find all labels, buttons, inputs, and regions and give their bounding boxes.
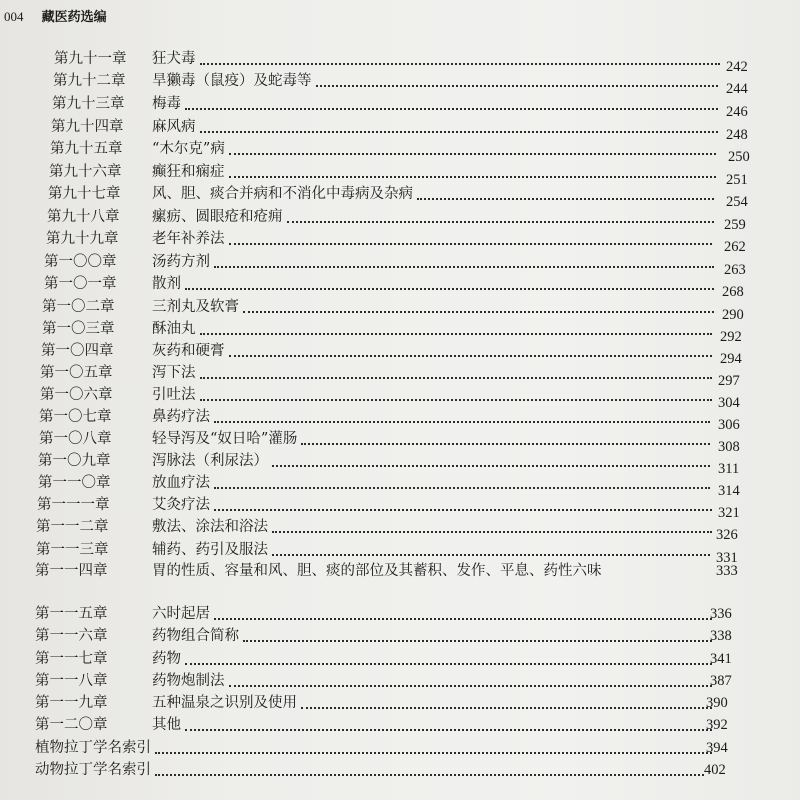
toc-chapter-title: 泻脉法（利尿法） bbox=[152, 453, 268, 469]
toc-chapter-number: 第九十八章 bbox=[47, 209, 120, 225]
toc-dot-leader bbox=[287, 221, 715, 223]
toc-chapter-title: 灰药和硬膏 bbox=[152, 343, 225, 359]
toc-page-number: 331 bbox=[716, 550, 738, 566]
toc-dot-leader bbox=[185, 108, 718, 110]
toc-dot-leader bbox=[214, 266, 714, 268]
toc-entry[interactable] bbox=[0, 714, 800, 736]
toc-chapter-number: 第一〇〇章 bbox=[44, 254, 117, 270]
toc-chapter-number: 第九十六章 bbox=[49, 164, 122, 180]
toc-page-number: 250 bbox=[728, 149, 750, 165]
toc-page-number: 314 bbox=[718, 483, 740, 499]
toc-chapter-number: 第一一〇章 bbox=[38, 475, 111, 491]
toc-chapter-title: 鼻药疗法 bbox=[152, 409, 210, 425]
toc-page-number: 394 bbox=[706, 740, 728, 756]
toc-entry[interactable] bbox=[0, 539, 800, 566]
toc-chapter-number: 第九十九章 bbox=[46, 231, 119, 247]
toc-chapter-number: 第一二〇章 bbox=[35, 717, 108, 733]
toc-dot-leader bbox=[155, 752, 712, 754]
toc-entry[interactable] bbox=[0, 450, 800, 477]
toc-entry[interactable] bbox=[0, 406, 800, 433]
toc-entry[interactable] bbox=[0, 692, 800, 714]
toc-page-number: 304 bbox=[718, 395, 740, 411]
toc-page-number: 333 bbox=[716, 563, 738, 579]
toc-entry[interactable] bbox=[0, 183, 800, 210]
toc-dot-leader bbox=[272, 465, 710, 467]
toc-chapter-number: 第一〇五章 bbox=[40, 365, 113, 381]
toc-dot-leader bbox=[185, 663, 712, 665]
toc-page-number: 336 bbox=[710, 606, 732, 622]
toc-page-number: 402 bbox=[704, 762, 726, 778]
toc-entry[interactable] bbox=[0, 318, 800, 345]
toc-entry[interactable] bbox=[0, 228, 800, 255]
toc-entry[interactable] bbox=[0, 737, 800, 759]
toc-chapter-number: 第一一八章 bbox=[35, 673, 108, 689]
toc-dot-leader bbox=[214, 618, 712, 620]
toc-entry[interactable] bbox=[0, 93, 800, 120]
toc-chapter-title: 引吐法 bbox=[152, 387, 196, 403]
toc-page-number: 246 bbox=[726, 104, 748, 120]
toc-chapter-title: 六时起居 bbox=[152, 606, 210, 622]
toc-chapter-number: 第九十五章 bbox=[50, 141, 123, 157]
toc-dot-leader bbox=[200, 399, 713, 401]
toc-chapter-title: 药物炮制法 bbox=[152, 673, 225, 689]
toc-page-number: 297 bbox=[718, 373, 740, 389]
toc-page-number: 251 bbox=[726, 172, 748, 188]
toc-entry[interactable] bbox=[0, 759, 800, 781]
toc-chapter-title: 汤药方剂 bbox=[152, 254, 210, 270]
toc-chapter-number: 第一一五章 bbox=[35, 606, 108, 622]
toc-chapter-title: 其他 bbox=[152, 717, 181, 733]
toc-page-number: 392 bbox=[706, 717, 728, 733]
toc-chapter-title: 老年补养法 bbox=[152, 231, 225, 247]
toc-page-number: 387 bbox=[710, 673, 732, 689]
toc-chapter-title: 麻风病 bbox=[152, 119, 196, 135]
toc-dot-leader bbox=[301, 443, 710, 445]
toc-chapter-number: 第一一九章 bbox=[35, 695, 108, 711]
toc-page-number: 292 bbox=[720, 329, 742, 345]
toc-dot-leader bbox=[214, 509, 712, 511]
toc-chapter-title: 艾灸疗法 bbox=[152, 497, 210, 513]
toc-chapter-title: 梅毒 bbox=[152, 96, 181, 112]
toc-chapter-number: 第一〇八章 bbox=[39, 431, 112, 447]
toc-dot-leader bbox=[214, 487, 710, 489]
toc-page-number: 308 bbox=[718, 439, 740, 455]
toc-page-number: 294 bbox=[720, 351, 742, 367]
toc-dot-leader bbox=[229, 153, 716, 155]
toc-entry[interactable] bbox=[0, 206, 800, 233]
toc-page-number: 259 bbox=[724, 217, 746, 233]
toc-page-number: 248 bbox=[726, 127, 748, 143]
toc-chapter-title: 五种温泉之识别及使用 bbox=[152, 695, 297, 711]
toc-dot-leader bbox=[243, 311, 714, 313]
toc-chapter-number: 第一一三章 bbox=[36, 542, 109, 558]
toc-page-number: 290 bbox=[722, 307, 744, 323]
toc-page-number: 311 bbox=[718, 461, 740, 477]
toc-dot-leader bbox=[272, 554, 710, 556]
toc-entry[interactable] bbox=[0, 251, 800, 278]
toc-chapter-title: 癫狂和痫症 bbox=[152, 164, 225, 180]
toc-dot-leader bbox=[200, 131, 719, 133]
toc-entry[interactable] bbox=[0, 516, 800, 543]
toc-chapter-title: “木尔克”病 bbox=[152, 141, 225, 157]
toc-chapter-title: 胃的性质、容量和风、胆、痰的部位及其蓄积、发作、平息、药性六味 bbox=[152, 563, 602, 579]
toc-dot-leader bbox=[229, 355, 713, 357]
toc-chapter-title: 药物 bbox=[152, 651, 181, 667]
toc-dot-leader bbox=[185, 729, 712, 731]
toc-chapter-number: 植物拉丁学名索引 bbox=[35, 740, 151, 756]
toc-page-number: 321 bbox=[718, 505, 740, 521]
toc-chapter-number: 第九十三章 bbox=[52, 96, 125, 112]
toc-chapter-number: 第九十一章 bbox=[54, 51, 127, 67]
toc-entry[interactable] bbox=[0, 494, 800, 521]
toc-entry[interactable] bbox=[0, 670, 800, 692]
toc-chapter-title: 敷法、涂法和浴法 bbox=[152, 519, 268, 535]
toc-entry[interactable] bbox=[0, 603, 800, 625]
toc-entry[interactable] bbox=[0, 48, 800, 75]
toc-entry[interactable] bbox=[0, 116, 800, 143]
toc-chapter-number: 第九十二章 bbox=[53, 73, 126, 89]
toc-chapter-title: 药物组合简称 bbox=[152, 628, 239, 644]
toc-chapter-title: 狂犬毒 bbox=[152, 51, 196, 67]
toc-page-number: 242 bbox=[726, 59, 748, 75]
toc-dot-leader bbox=[229, 685, 713, 687]
toc-chapter-title: 三剂丸及软膏 bbox=[152, 299, 239, 315]
toc-chapter-title: 辅药、药引及服法 bbox=[152, 542, 268, 558]
toc-entry[interactable] bbox=[0, 362, 800, 389]
toc-chapter-number: 第一〇六章 bbox=[40, 387, 113, 403]
toc-entry[interactable] bbox=[0, 648, 800, 670]
toc-dot-leader bbox=[200, 63, 721, 65]
toc-dot-leader bbox=[200, 333, 713, 335]
toc-chapter-title: 瘰疬、圆眼疮和疮痈 bbox=[152, 209, 283, 225]
toc-chapter-number: 第一一一章 bbox=[37, 497, 110, 513]
toc-dot-leader bbox=[200, 377, 713, 379]
toc-chapter-title: 泻下法 bbox=[152, 365, 196, 381]
toc-entry[interactable] bbox=[0, 560, 800, 582]
toc-entry[interactable] bbox=[0, 161, 800, 188]
toc-page-number: 254 bbox=[726, 194, 748, 210]
toc-dot-leader bbox=[243, 640, 712, 642]
toc-dot-leader bbox=[417, 198, 714, 200]
toc-chapter-number: 动物拉丁学名索引 bbox=[35, 762, 151, 778]
toc-dot-leader bbox=[229, 176, 717, 178]
toc-dot-leader bbox=[301, 707, 712, 709]
toc-chapter-title: 放血疗法 bbox=[152, 475, 210, 491]
toc-chapter-number: 第一〇九章 bbox=[38, 453, 111, 469]
toc-entry[interactable] bbox=[0, 296, 800, 323]
toc-chapter-title: 风、胆、痰合并病和不消化中毒病及杂病 bbox=[152, 186, 413, 202]
toc-entry[interactable] bbox=[0, 472, 800, 499]
toc-chapter-title: 酥油丸 bbox=[152, 321, 196, 337]
toc-dot-leader bbox=[229, 243, 713, 245]
toc-page-number: 326 bbox=[716, 527, 738, 543]
toc-dot-leader bbox=[185, 288, 714, 290]
toc-entry[interactable] bbox=[0, 428, 800, 455]
toc-page-number: 244 bbox=[726, 81, 748, 97]
toc-page-number: 268 bbox=[722, 284, 744, 300]
toc-dot-leader bbox=[316, 85, 719, 87]
toc-chapter-title: 散剂 bbox=[152, 276, 181, 292]
toc-chapter-number: 第一〇七章 bbox=[39, 409, 112, 425]
toc-chapter-number: 第九十四章 bbox=[51, 119, 124, 135]
toc-entry[interactable] bbox=[0, 340, 800, 367]
header-book-title: 藏医药选编 bbox=[41, 10, 107, 25]
toc-chapter-number: 第一一四章 bbox=[35, 563, 108, 579]
toc-chapter-number: 第九十七章 bbox=[48, 186, 121, 202]
toc-page-number: 338 bbox=[710, 628, 732, 644]
toc-dot-leader bbox=[155, 774, 704, 776]
header-page-number: 004 bbox=[4, 9, 24, 24]
toc-chapter-number: 第一〇二章 bbox=[42, 299, 115, 315]
toc-entry[interactable] bbox=[0, 138, 800, 165]
toc-page-number: 306 bbox=[718, 417, 740, 433]
toc-page-number: 263 bbox=[724, 262, 746, 278]
toc-chapter-number: 第一〇一章 bbox=[44, 276, 117, 292]
toc-chapter-title: 旱獭毒（鼠疫）及蛇毒等 bbox=[152, 73, 312, 89]
toc-chapter-number: 第一一二章 bbox=[36, 519, 109, 535]
toc-page-number: 341 bbox=[710, 651, 732, 667]
toc-dot-leader bbox=[214, 421, 710, 423]
toc-entry[interactable] bbox=[0, 384, 800, 411]
toc-entry[interactable] bbox=[0, 625, 800, 647]
toc-chapter-number: 第一〇四章 bbox=[41, 343, 114, 359]
toc-page-number: 390 bbox=[706, 695, 728, 711]
toc-chapter-number: 第一一六章 bbox=[35, 628, 108, 644]
toc-entry[interactable] bbox=[0, 273, 800, 300]
toc-chapter-title: 轻导泻及“奴日哈”灌肠 bbox=[152, 431, 298, 447]
toc-entry[interactable] bbox=[0, 70, 800, 97]
toc-dot-leader bbox=[272, 531, 712, 533]
toc-chapter-number: 第一〇三章 bbox=[42, 321, 115, 337]
toc-page-number: 262 bbox=[724, 239, 746, 255]
toc-chapter-number: 第一一七章 bbox=[35, 651, 108, 667]
